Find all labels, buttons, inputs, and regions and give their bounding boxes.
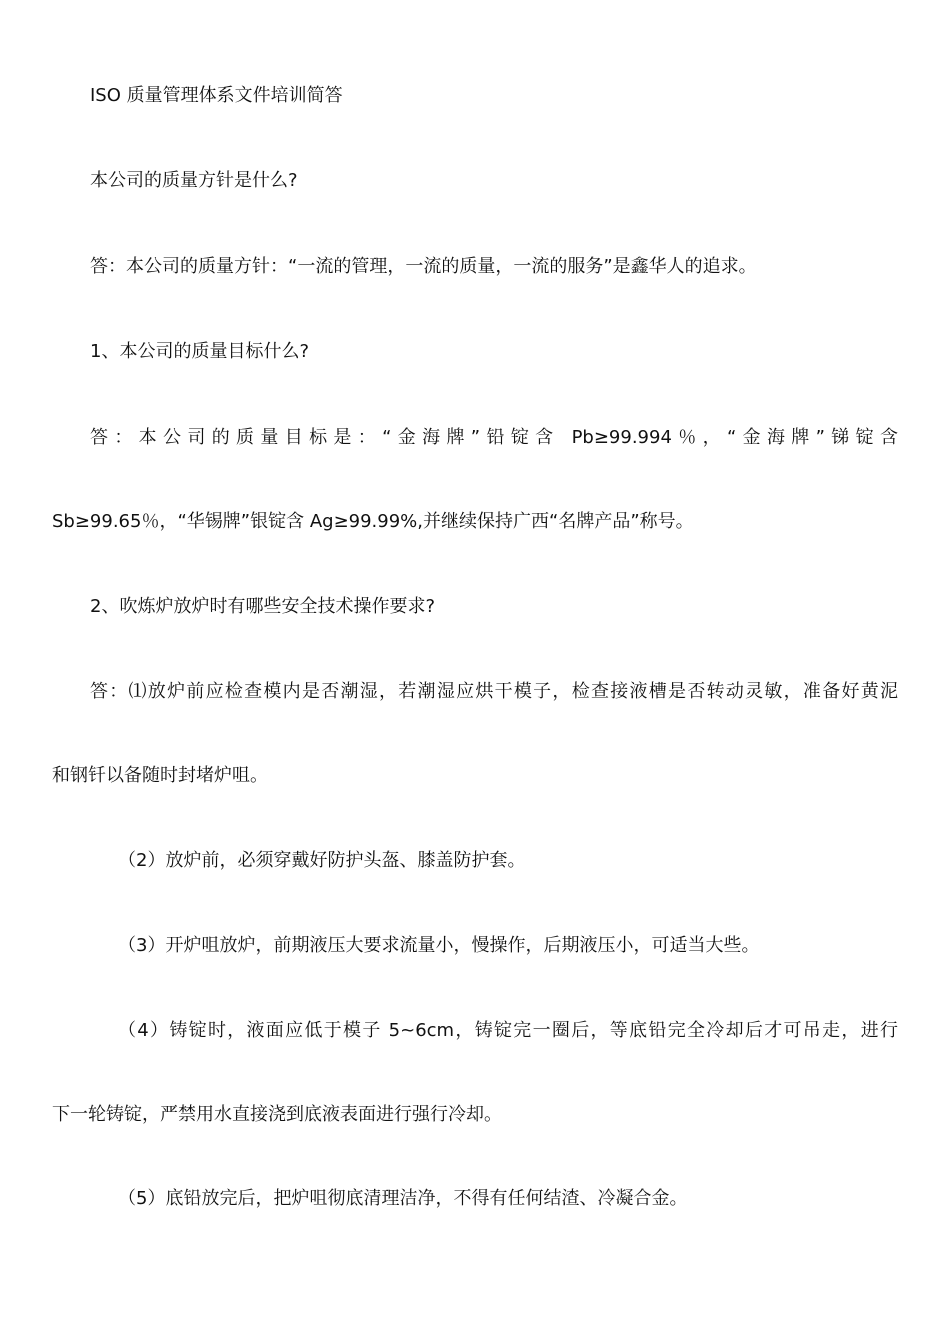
answer-quality-policy: 答：本公司的质量方针：“一流的管理，一流的质量，一流的服务”是鑫华人的追求。 xyxy=(90,256,757,277)
answer-step1-line1: 答：⑴放炉前应检查模内是否潮湿，若潮湿应烘干模子，检查接液槽是否转动灵敏，准备好黄泥 xyxy=(90,681,898,702)
answer-quality-objective-line1: 答：本公司的质量目标是：“金海牌”铅锭含 Pb≥99.994％，“金海牌”锑锭含 xyxy=(90,427,898,448)
answer-step4-line1: （4）铸锭时，液面应低于模子 5~6cm，铸锭完一圈后，等底铅完全冷却后才可吊走，进行 xyxy=(118,1020,898,1041)
answer-step1-line2: 和钢钎以备随时封堵炉咀。 xyxy=(52,765,268,786)
question-quality-objective: 1、本公司的质量目标什么? xyxy=(90,341,310,362)
answer-quality-objective-line2: Sb≥99.65％，“华锡牌”银锭含 Ag≥99.99%,并继续保持广西“名牌产品”称号。 xyxy=(52,511,694,532)
answer-step5: （5）底铅放完后，把炉咀彻底清理洁净，不得有任何结渣、冷凝合金。 xyxy=(118,1188,688,1209)
answer-step4-line2: 下一轮铸锭，严禁用水直接浇到底液表面进行强行冷却。 xyxy=(52,1104,502,1125)
answer-step2: （2）放炉前，必须穿戴好防护头盔、膝盖防护套。 xyxy=(118,850,526,871)
document-title: ISO 质量管理体系文件培训简答 xyxy=(90,85,343,106)
question-quality-policy: 本公司的质量方针是什么? xyxy=(90,170,298,191)
answer-step3: （3）开炉咀放炉，前期液压大要求流量小，慢操作，后期液压小，可适当大些。 xyxy=(118,935,760,956)
question-furnace-safety: 2、吹炼炉放炉时有哪些安全技术操作要求? xyxy=(90,596,436,617)
